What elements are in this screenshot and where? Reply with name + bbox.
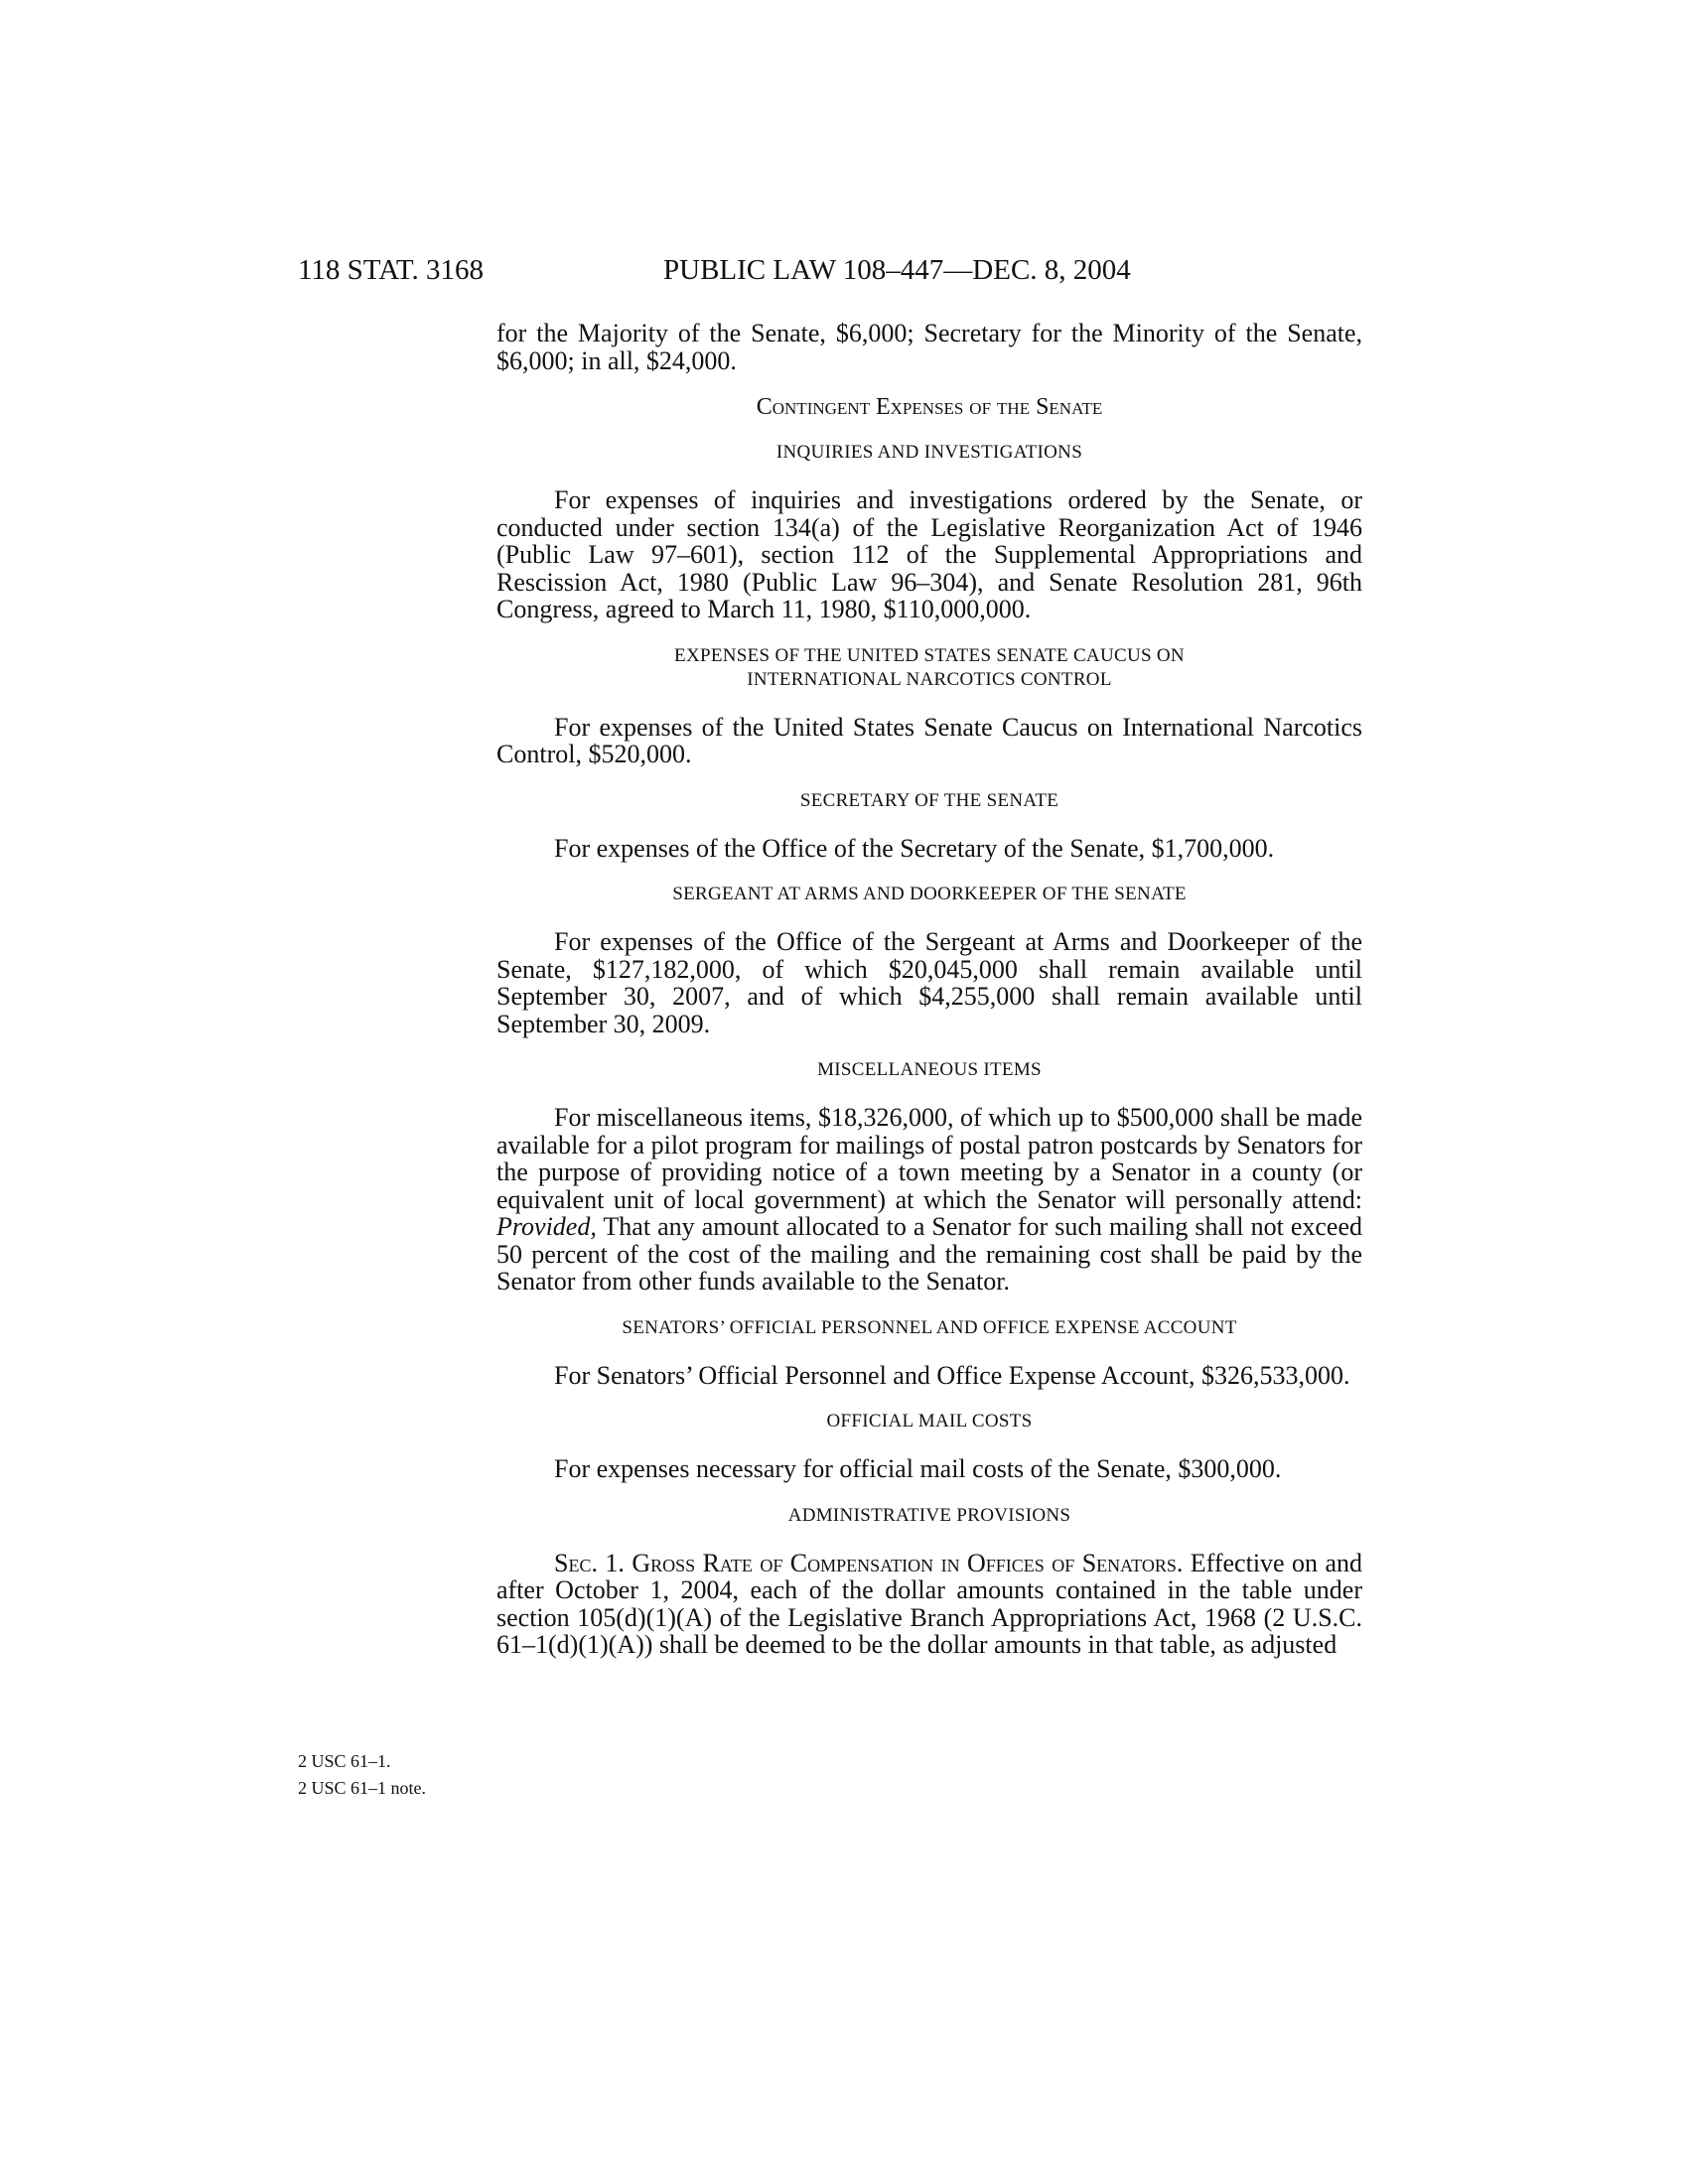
- section-heading: SECRETARY OF THE SENATE: [799, 789, 1059, 811]
- section-label: Sec. 1. Gross Rate of Compensation in Offices of Senators.: [554, 1548, 1184, 1577]
- section-heading: EXPENSES OF THE UNITED STATES SENATE CAUCUS ON: [674, 644, 1185, 666]
- paragraph: For expenses of the Office of the Sergeant at Arms and Doorkeeper of the Senate, $127,182,000, of which $20,045,000 shall remain available until September 30, 2007, and of which $4,255,000 shall remain available until September 30, 2009.: [496, 927, 1362, 1038]
- section-heading: MISCELLANEOUS ITEMS: [817, 1059, 1042, 1080]
- paragraph: [496, 1104, 1362, 1296]
- paragraph-text: Effective on and after October 1, 2004, each of the dollar amounts contained in the table under section 105(d)(1)(A) of the Legislative Branch Appropriations Act, 1968 (2 U.S.C. 61–1(d)(1)(A)) shall be deemed to be the dollar amounts in that table, as adjusted: [496, 1548, 1362, 1659]
- paragraph-text: For miscellaneous items, $18,326,000, of which up to $500,000 shall be made available for a pilot program for mailings of postal patron postcards by Senators for the purpose of providing notice of a town meeting by a Senator in a county (or equivalent unit of local government) at which the Senator will personally attend:: [496, 1103, 1362, 1214]
- margin-note: 2 USC 61–1 note.: [298, 1778, 427, 1798]
- paragraph: [496, 1550, 1362, 1659]
- margin-note: 2 USC 61–1.: [298, 1751, 391, 1771]
- document-body: [496, 320, 1362, 1659]
- paragraph: for the Majority of the Senate, $6,000; Secretary for the Minority of the Senate, $6,000; in all, $24,000.: [496, 319, 1362, 375]
- section-heading: ADMINISTRATIVE PROVISIONS: [787, 1504, 1071, 1526]
- paragraph: For Senators’ Official Personnel and Office Expense Account, $326,533,000.: [554, 1360, 1350, 1390]
- proviso-term: Provided,: [496, 1212, 597, 1241]
- section-heading: INTERNATIONAL NARCOTICS CONTROL: [747, 668, 1112, 690]
- paragraph: For expenses of the Office of the Secretary of the Senate, $1,700,000.: [554, 833, 1275, 863]
- section-heading: Contingent Expenses of the Senate: [756, 394, 1103, 420]
- section-heading: INQUIRIES AND INVESTIGATIONS: [775, 442, 1083, 463]
- paragraph-text: That any amount allocated to a Senator for such mailing shall not exceed 50 percent of the cost of the mailing and the remaining cost shall be paid by the Senator from other funds available to the Senator.: [496, 1212, 1363, 1296]
- page-running-head: PUBLIC LAW 108–447—DEC. 8, 2004: [663, 254, 1131, 286]
- paragraph: For expenses necessary for official mail costs of the Senate, $300,000.: [554, 1454, 1282, 1483]
- paragraph: For expenses of inquiries and investigations ordered by the Senate, or conducted under section 134(a) of the Legislative Reorganization Act of 1946 (Public Law 97–601), section 112 of the Supplemental Appropriations and Rescission Act, 1980 (Public Law 96–304), and Senate Resolution 281, 96th Congress, agreed to March 11, 1980, $110,000,000.: [496, 485, 1362, 623]
- section-heading: SENATORS’ OFFICIAL PERSONNEL AND OFFICE EXPENSE ACCOUNT: [622, 1316, 1237, 1338]
- paragraph: For expenses of the United States Senate Caucus on International Narcotics Control, $520,000.: [496, 712, 1362, 768]
- section-heading: SERGEANT AT ARMS AND DOORKEEPER OF THE SENATE: [672, 884, 1187, 904]
- section-heading: OFFICIAL MAIL COSTS: [826, 1411, 1033, 1432]
- page-stat-number: 118 STAT. 3168: [298, 254, 484, 286]
